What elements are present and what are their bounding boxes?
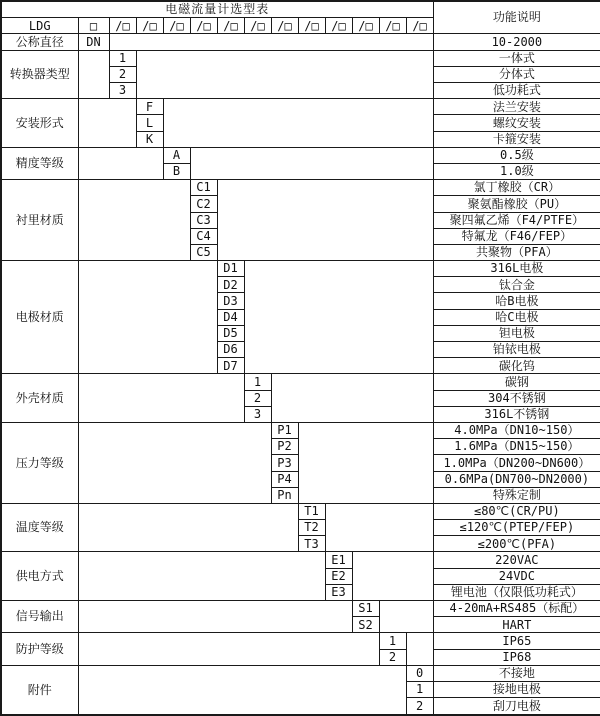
option-description: HART [433,617,600,633]
left-spacer [78,147,163,179]
option-description: 特殊定制 [433,487,600,503]
right-spacer [325,503,433,552]
option-code: K [136,131,163,147]
option-description: 氯丁橡胶（CR） [433,180,600,196]
option-row [1,180,600,196]
option-description: 1.0级 [433,163,600,179]
option-code: 2 [406,698,433,715]
group-label: 外壳材质 [1,374,78,423]
model-slot-box: /□ [352,18,379,34]
group-label: 转换器类型 [1,50,78,99]
option-code: 2 [244,390,271,406]
option-row [1,503,600,519]
option-description: 螺纹安装 [433,115,600,131]
option-description: 0.5级 [433,147,600,163]
option-row [1,601,600,617]
option-code: 3 [244,406,271,422]
option-code: T2 [298,520,325,536]
option-description: 卡箍安装 [433,131,600,147]
option-description: 铂铱电极 [433,342,600,358]
option-description: 共聚物（PFA） [433,244,600,260]
option-description: 316L不锈钢 [433,406,600,422]
option-description: 不接地 [433,665,600,681]
left-spacer [78,99,136,148]
option-row [1,34,600,50]
right-spacer [406,633,433,665]
right-spacer [352,552,433,601]
option-description: 304不锈钢 [433,390,600,406]
option-row [1,50,600,66]
option-row [1,374,600,390]
group-label: 衬里材质 [1,180,78,261]
option-description: IP68 [433,649,600,665]
option-row [1,633,600,649]
option-code: 1 [379,633,406,649]
option-code: C1 [190,180,217,196]
model-slot-box: /□ [271,18,298,34]
option-code: 0 [406,665,433,681]
option-code: 2 [379,649,406,665]
model-slot-box: /□ [190,18,217,34]
option-code: C2 [190,196,217,212]
right-spacer [190,147,433,179]
option-description: 刮刀电极 [433,698,600,715]
group-label: 电极材质 [1,261,78,374]
group-label: 温度等级 [1,503,78,552]
option-description: 哈C电极 [433,309,600,325]
option-row [1,422,600,438]
option-code: D3 [217,293,244,309]
group-label: 信号输出 [1,601,78,633]
option-code: L [136,115,163,131]
left-spacer [78,503,298,552]
left-spacer [78,552,325,601]
option-code: A [163,147,190,163]
option-row [1,261,600,277]
model-slot-box: /□ [163,18,190,34]
option-code: P2 [271,439,298,455]
option-description: 聚四氟乙烯（F4/PTFE） [433,212,600,228]
option-code: D1 [217,261,244,277]
option-description: 220VAC [433,552,600,568]
model-slot-box: /□ [109,18,136,34]
option-code: P4 [271,471,298,487]
model-slot-box: /□ [379,18,406,34]
group-label: 安装形式 [1,99,78,148]
option-description: 钛合金 [433,277,600,293]
model-slot-box: /□ [325,18,352,34]
right-spacer [271,374,433,423]
option-code: D6 [217,342,244,358]
option-description: IP65 [433,633,600,649]
option-description: ≤120℃(PTEP/FEP) [433,520,600,536]
option-code: C5 [190,244,217,260]
option-description: 4.0MPa（DN10~150） [433,422,600,438]
right-spacer [379,601,433,633]
option-code: C3 [190,212,217,228]
left-spacer [78,422,271,503]
option-code: 1 [109,50,136,66]
option-description: 一体式 [433,50,600,66]
option-description: 哈B电极 [433,293,600,309]
option-code: DN [78,34,109,50]
option-code: D4 [217,309,244,325]
group-label: 附件 [1,665,78,715]
option-description: 24VDC [433,568,600,584]
option-code: T1 [298,503,325,519]
option-description: 碳钢 [433,374,600,390]
right-spacer [217,180,433,261]
option-code: E2 [325,568,352,584]
left-spacer [78,180,190,261]
function-column-header: 功能说明 [433,1,600,34]
option-row [1,552,600,568]
option-code: S2 [352,617,379,633]
option-description: 0.6MPa(DN700~DN2000) [433,471,600,487]
option-code: 2 [109,66,136,82]
option-description: 锂电池（仅限低功耗式） [433,584,600,600]
option-description: 1.6MPa（DN15~150） [433,439,600,455]
option-code: D5 [217,325,244,341]
option-description: 10-2000 [433,34,600,50]
left-spacer [78,633,379,665]
option-code: Pn [271,487,298,503]
option-description: ≤200℃(PFA) [433,536,600,552]
option-code: E3 [325,584,352,600]
right-spacer [109,34,433,50]
option-code: 3 [109,83,136,99]
option-code: D7 [217,358,244,374]
model-slot-box: /□ [298,18,325,34]
left-spacer [78,665,406,715]
option-code: B [163,163,190,179]
model-slot-box: /□ [406,18,433,34]
option-code: E1 [325,552,352,568]
group-label: 精度等级 [1,147,78,179]
option-description: 法兰安装 [433,99,600,115]
option-description: 碳化钨 [433,358,600,374]
group-label: 公称直径 [1,34,78,50]
left-spacer [78,374,244,423]
option-row [1,99,600,115]
option-code: 1 [244,374,271,390]
left-spacer [78,601,352,633]
option-row [1,147,600,163]
right-spacer [298,422,433,503]
right-spacer [136,50,433,99]
right-spacer [163,99,433,148]
option-description: ≤80℃(CR/PU) [433,503,600,519]
option-code: S1 [352,601,379,617]
option-description: 低功耗式 [433,83,600,99]
option-code: T3 [298,536,325,552]
group-label: 供电方式 [1,552,78,601]
model-slot-box: /□ [244,18,271,34]
option-description: 特氟龙（F46/FEP） [433,228,600,244]
option-code: P1 [271,422,298,438]
page-title: 电磁流量计选型表 [1,1,433,18]
left-spacer [78,50,109,99]
model-first-box: □ [78,18,109,34]
option-code: F [136,99,163,115]
option-description: 钽电极 [433,325,600,341]
model-slot-box: /□ [136,18,163,34]
option-code: 1 [406,681,433,697]
model-slot-box: /□ [217,18,244,34]
model-prefix: LDG [1,18,78,34]
option-code: C4 [190,228,217,244]
group-label: 压力等级 [1,422,78,503]
option-description: 接地电极 [433,681,600,697]
option-description: 分体式 [433,66,600,82]
group-label: 防护等级 [1,633,78,665]
option-description: 1.0MPa（DN200~DN600） [433,455,600,471]
option-row [1,665,600,681]
option-code: D2 [217,277,244,293]
option-code: P3 [271,455,298,471]
left-spacer [78,261,217,374]
option-description: 4-20mA+RS485（标配） [433,601,600,617]
title-row [1,1,600,18]
right-spacer [244,261,433,374]
option-description: 聚氨酯橡胶（PU） [433,196,600,212]
option-description: 316L电极 [433,261,600,277]
